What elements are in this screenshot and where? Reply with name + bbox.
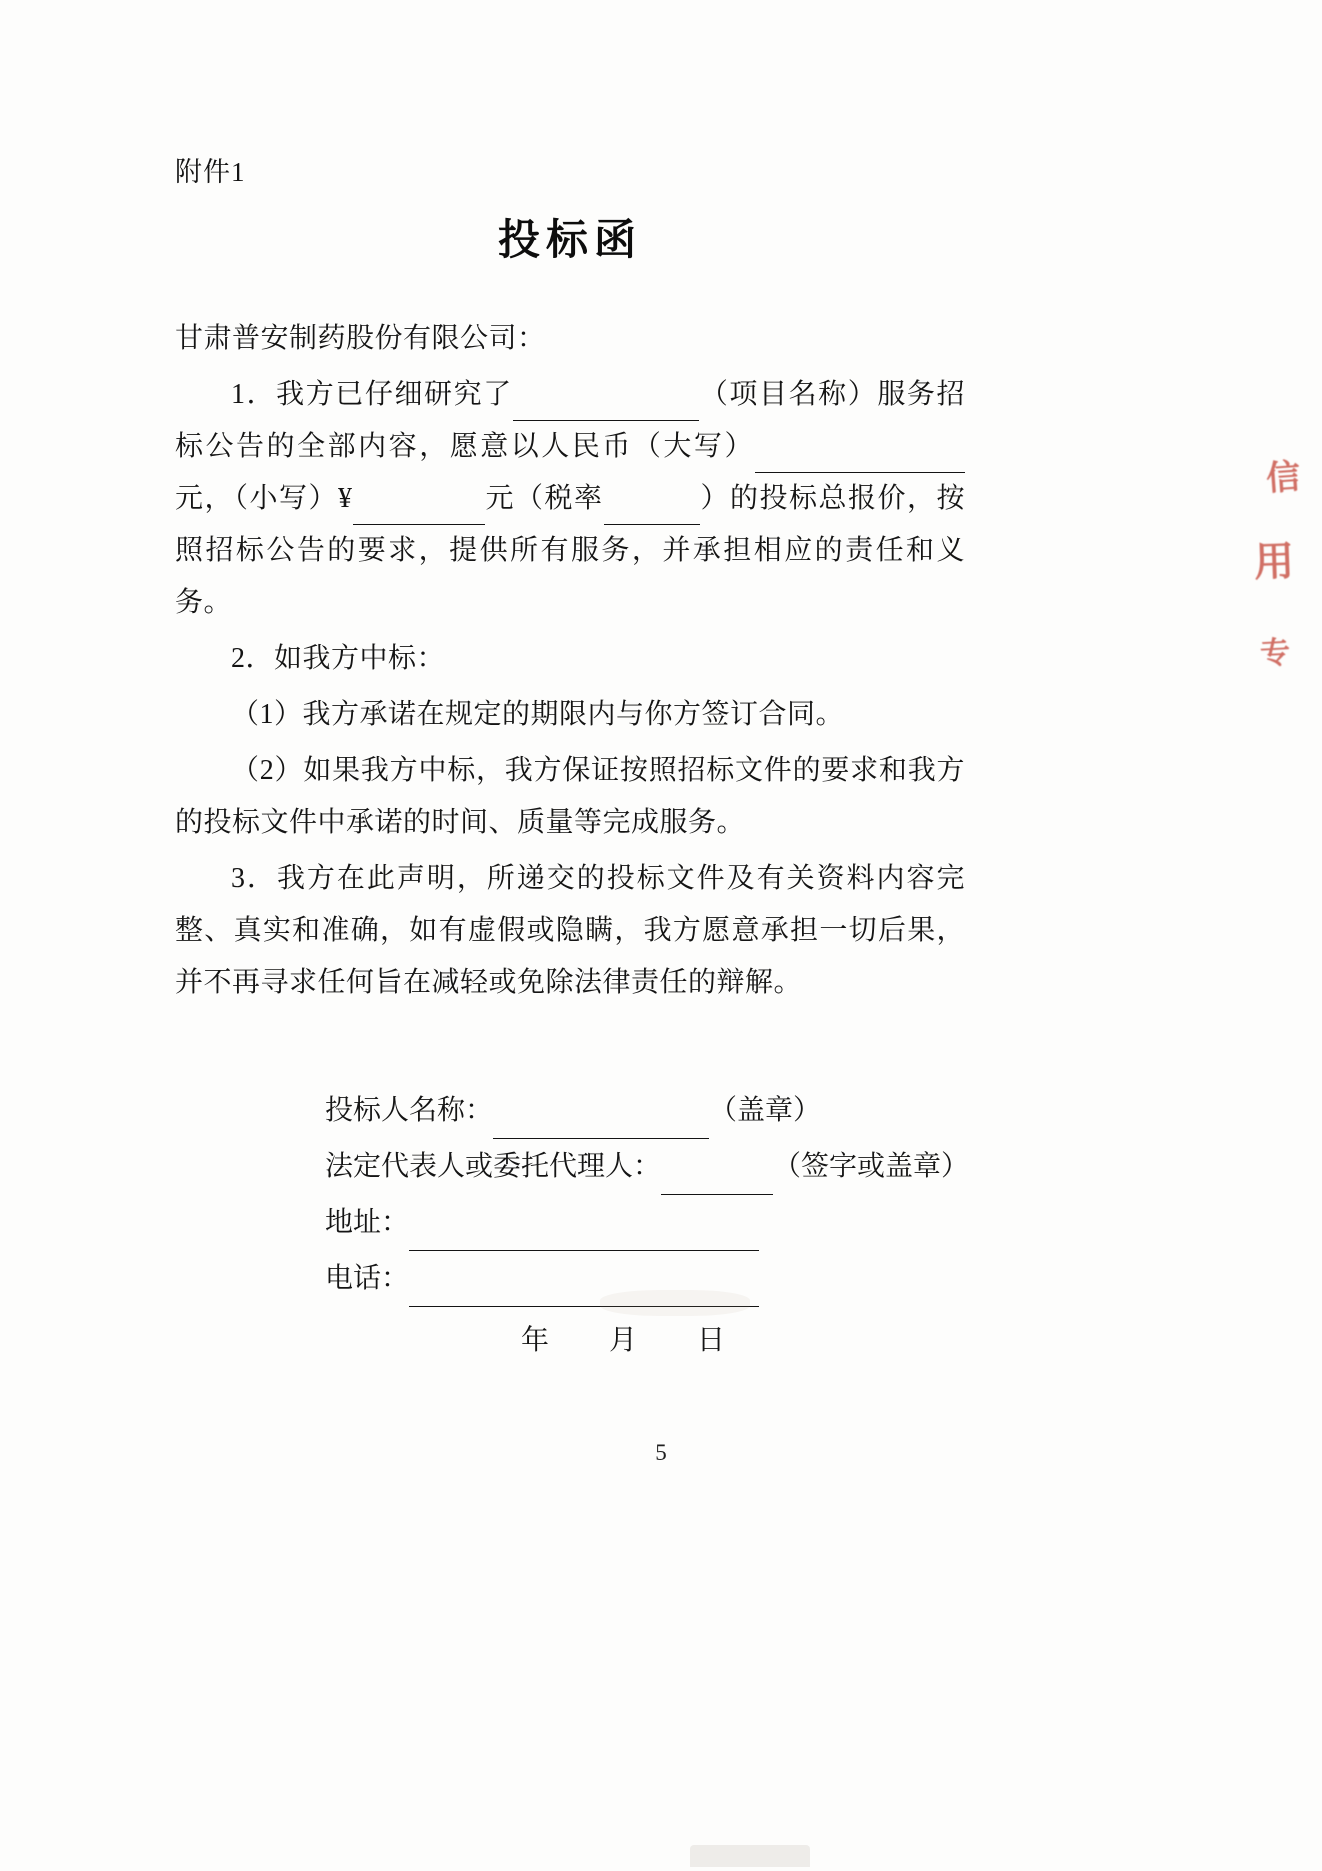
phone-label: 电话： <box>325 1263 410 1294</box>
date-month[interactable]: 月 <box>609 1325 640 1356</box>
bidder-name-row <box>325 1083 965 1139</box>
tax-rate-blank[interactable] <box>604 494 700 525</box>
addressee: 甘肃普安制药股份有限公司： <box>175 323 546 354</box>
amount-figures-blank[interactable] <box>353 494 485 525</box>
date-year[interactable]: 年 <box>521 1325 552 1356</box>
paragraph-1-seg-5: ）的投标总报价，按照招标公告的要求，提供所有服务，并承担相应的责任和义务。 <box>175 483 965 618</box>
paragraph-1-seg-2: （项目名称）服务招标公告的全部内容，愿意以人民币（大写） <box>175 379 965 462</box>
paragraph-1-seg-3: 元，（小写）¥ <box>175 483 353 514</box>
representative-blank[interactable] <box>661 1164 773 1195</box>
representative-suffix: （签字或盖章） <box>773 1151 970 1182</box>
seal-mark-1: 信 <box>1265 458 1302 499</box>
project-name-blank[interactable] <box>513 390 699 421</box>
page-title: 投标函 <box>497 218 642 264</box>
paragraph-1 <box>175 369 965 629</box>
paragraph-1-seg-4: 元（税率 <box>484 483 604 514</box>
paragraph-2-1: （1）我方承诺在规定的期限内与你方签订合同。 <box>231 699 845 730</box>
seal-mark-2: 用 <box>1253 538 1295 585</box>
paragraph-2: 2．如我方中标： <box>231 643 446 674</box>
paragraph-3: 3．我方在此声明，所递交的投标文件及有关资料内容完整、真实和准确，如有虚假或隐瞒，我方愿意承担一切后果，并不再寻求任何旨在减轻或免除法律责任的辩解。 <box>175 863 965 998</box>
amount-words-blank[interactable] <box>755 442 965 473</box>
seal-mark-3: 专 <box>1259 636 1292 671</box>
paper-smudge <box>600 1290 750 1316</box>
bottom-edge-mark <box>690 1845 810 1867</box>
address-row <box>325 1195 965 1251</box>
bidder-name-suffix: （盖章） <box>709 1095 822 1126</box>
date-row <box>521 1313 965 1369</box>
paragraph-2-2: （2）如果我方中标，我方保证按照招标文件的要求和我方的投标文件中承诺的时间、质量等完成服务。 <box>175 755 965 838</box>
bidder-name-label: 投标人名称： <box>325 1095 494 1126</box>
document-body <box>175 150 970 1369</box>
paragraph-1-seg-1: 1．我方已仔细研究了 <box>231 379 513 410</box>
date-day[interactable]: 日 <box>697 1325 728 1356</box>
page-number: 5 <box>655 1440 667 1465</box>
attachment-label: 附件1 <box>175 157 246 187</box>
bidder-name-blank[interactable] <box>493 1108 709 1139</box>
signature-block <box>325 1083 970 1369</box>
address-label: 地址： <box>325 1207 410 1238</box>
representative-row <box>325 1139 970 1195</box>
representative-label: 法定代表人或委托代理人： <box>325 1151 662 1182</box>
address-blank[interactable] <box>409 1220 759 1251</box>
